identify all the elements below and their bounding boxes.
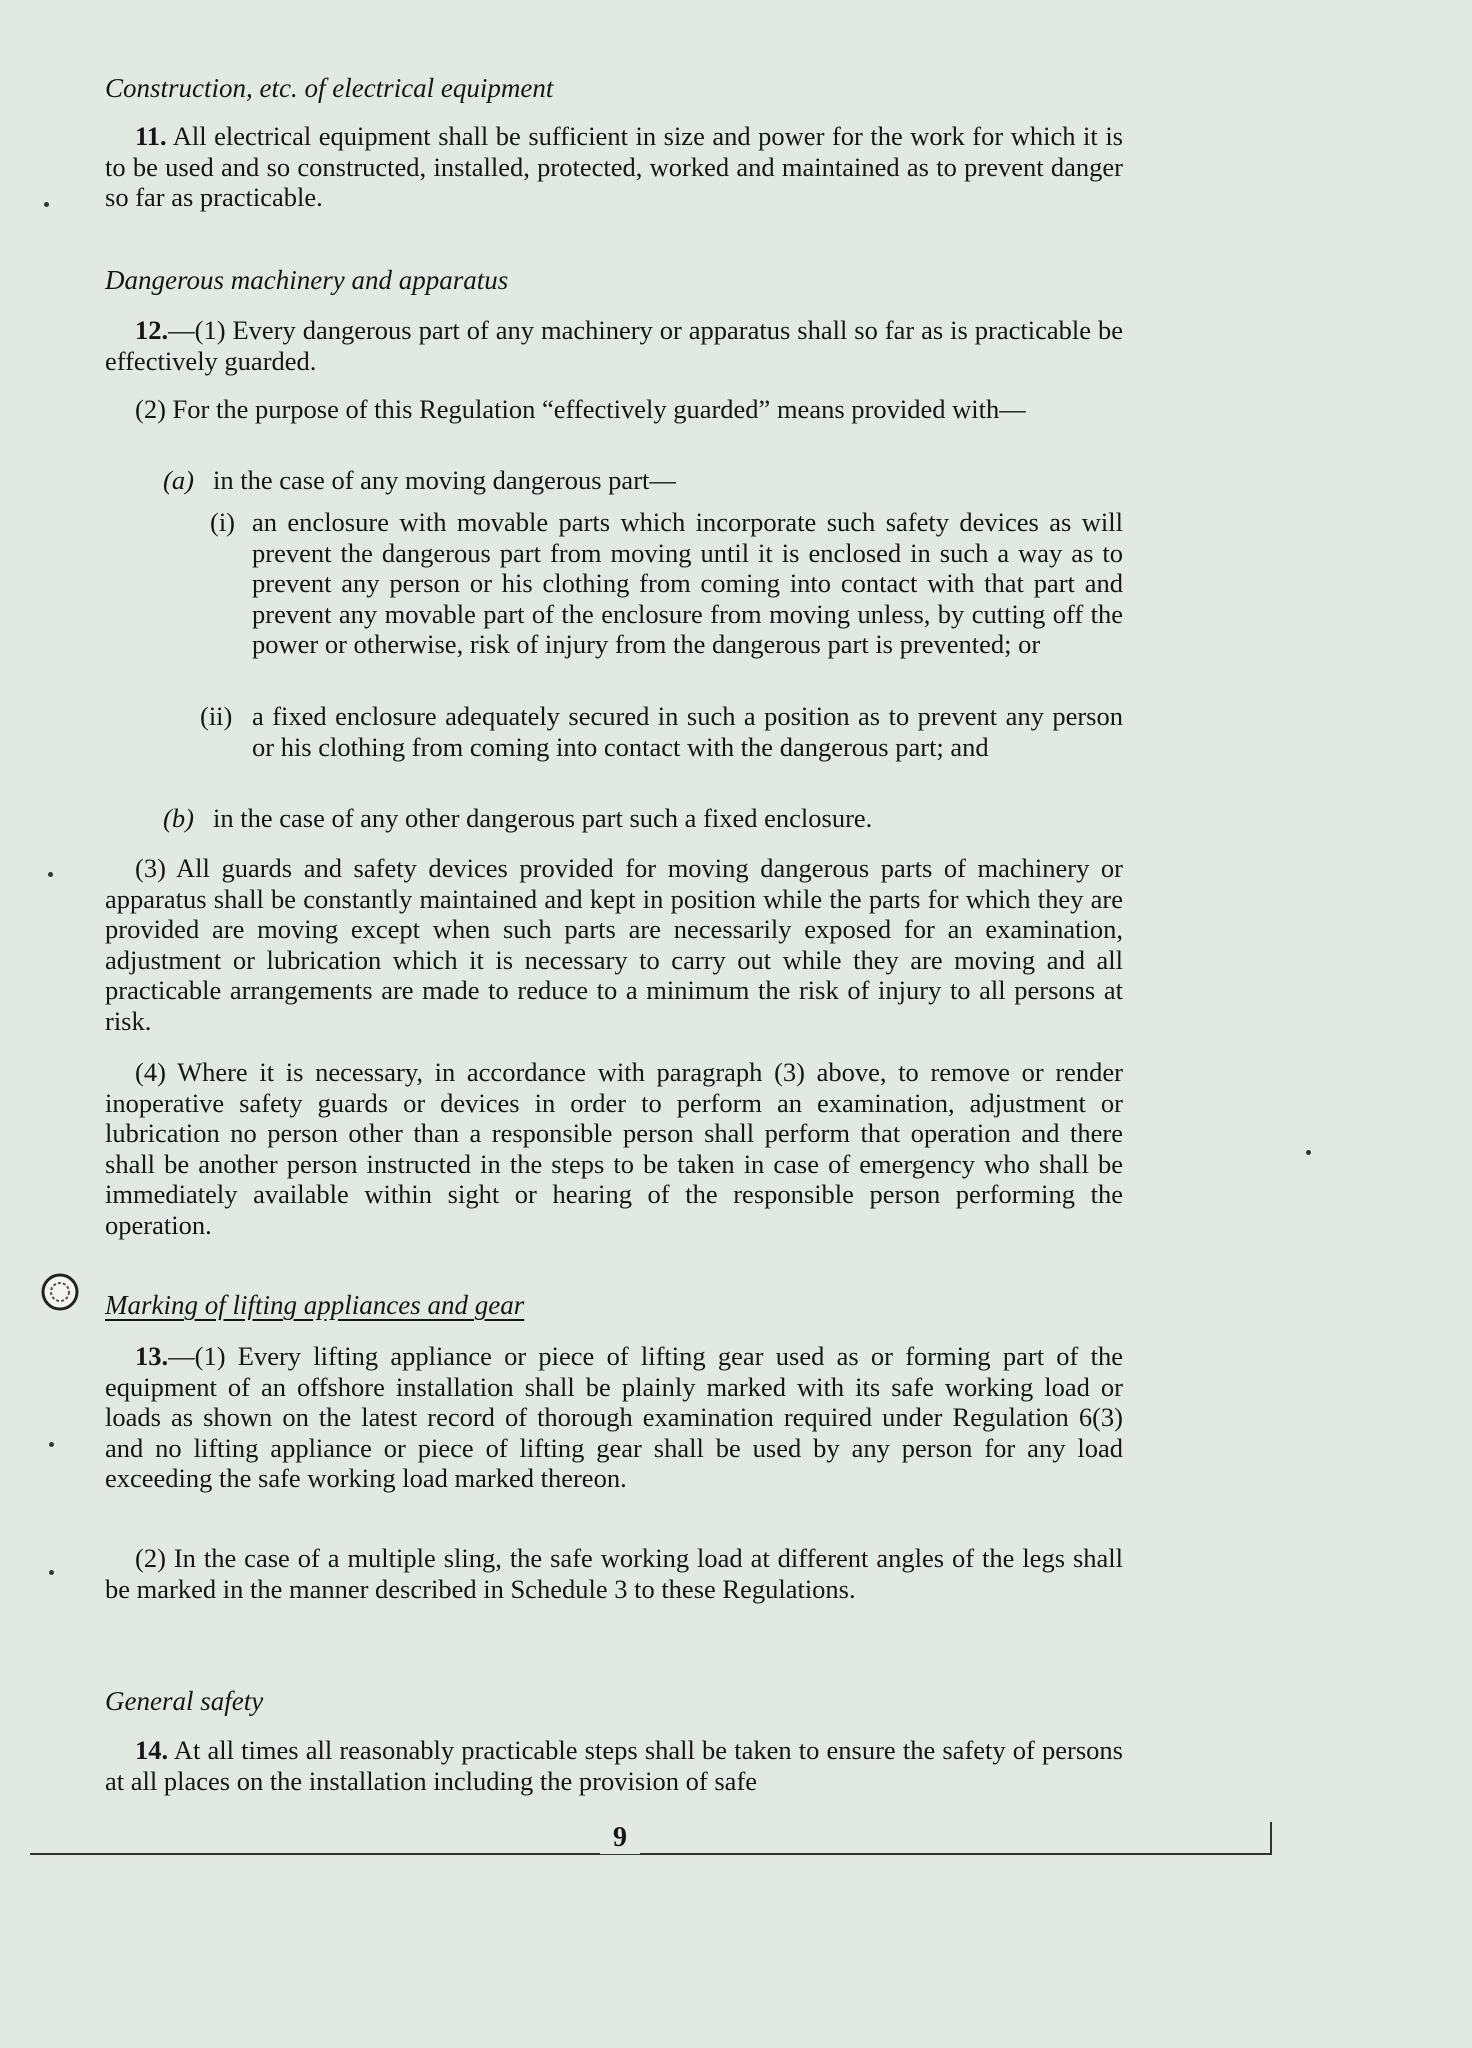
item-b-text: in the case of any other dangerous part such a fixed enclosure. [213, 803, 873, 833]
item-a-i-text: an enclosure with movable parts which incorporate such safety devices as will prevent the dangerous part from moving until it is enclosed in such a way as to prevent any person or his clothing from coming into contact with that part and prevent any movable part of the enclosure from moving unless, by cutting off the power or otherwise, risk of injury from the dangerous part is prevented; or [252, 507, 1123, 659]
section-14-number: 14. [135, 1735, 169, 1765]
scan-speck [44, 202, 49, 207]
section-12-para-1 [105, 315, 1123, 376]
section-13-heading: Marking of lifting appliances and gear [105, 1290, 525, 1320]
section-12-paragraph-4: (4) Where it is necessary, in accordance with paragraph (3) above, to remove or render inoperative safety guards or devices in order to perform an examination, adjustment or lubrication no person other than a responsible person shall perform that operation and there shall be another person instructed in the steps to be taken in case of emergency who shall be immediately available within sight or hearing of the responsible person performing the operation. [105, 1057, 1123, 1240]
item-a-text: in the case of any moving dangerous part— [213, 465, 676, 495]
punch-hole-icon [40, 1272, 80, 1312]
section-11-text: All electrical equipment shall be sufficient in size and power for the work for which it is to be used and so constructed, installed, protected, worked and maintained as to prevent danger so far as practicable. [105, 121, 1123, 212]
section-13-para-1 [105, 1341, 1123, 1494]
section-13-para-2 [105, 1543, 1123, 1604]
section-13-paragraph-2: (2) In the case of a multiple sling, the safe working load at different angles of the legs shall be marked in the manner described in Schedule 3 to these Regulations. [105, 1543, 1123, 1604]
section-11-body [105, 121, 1123, 213]
section-13-paragraph-1 [105, 1341, 1123, 1494]
section-12-paragraph-1 [105, 315, 1123, 376]
scan-speck [48, 872, 53, 877]
section-12-paragraph-2: (2) For the purpose of this Regulation “effectively guarded” means provided with— [135, 394, 1026, 424]
section-13-number: 13. [135, 1341, 169, 1371]
section-13-p1-text: —(1) Every lifting appliance or piece of lifting gear used as or forming part of the equipment of an offshore installation shall be plainly marked with its safe working load or loads as shown on the latest record of thorough examination required under Regulation 6(3) and no lifting appliance or piece of lifting gear shall be used by any person for any load exceeding the safe working load marked thereon. [105, 1341, 1123, 1493]
section-14-text: At all times all reasonably practicable steps shall be taken to ensure the safety of persons at all places on the installation including the provision of safe [105, 1735, 1123, 1796]
section-12-paragraph-3: (3) All guards and safety devices provided for moving dangerous parts of machinery or apparatus shall be constantly maintained and kept in position while the parts for which they are provided are moving except when such parts are necessarily exposed for an examination, adjustment or lubrication which it is necessary to carry out while they are moving and all practicable arrangements are made to reduce to a minimum the risk of injury to all persons at risk. [105, 853, 1123, 1036]
section-12-item-a-ii [200, 701, 1123, 762]
section-11-paragraph [105, 121, 1123, 213]
section-12-number: 12. [135, 315, 169, 345]
section-14-body [105, 1735, 1123, 1796]
section-12-p1-text: —(1) Every dangerous part of any machinery or apparatus shall so far as is practicable be effectively guarded. [105, 315, 1123, 376]
section-12-para-3 [105, 853, 1123, 1036]
item-b-label: (b) [163, 803, 194, 833]
item-a-label: (a) [163, 465, 194, 495]
item-a-ii-text: a fixed enclosure adequately secured in such a position as to prevent any person or his clothing from coming into contact with the dangerous part; and [252, 701, 1123, 762]
page-number: 9 [600, 1822, 640, 1854]
scan-speck [49, 1442, 54, 1447]
section-14-heading: General safety [105, 1686, 264, 1716]
footer-rule [30, 1853, 1272, 1855]
section-12-para-2 [105, 394, 1123, 425]
section-12-item-a-i [210, 507, 1123, 660]
item-a-ii-label: (ii) [200, 701, 233, 731]
section-12-item-a [163, 465, 1123, 496]
section-11-heading: Construction, etc. of electrical equipment [105, 73, 554, 103]
section-14-paragraph [105, 1735, 1123, 1796]
section-12-heading: Dangerous machinery and apparatus [105, 265, 509, 295]
section-12-para-4 [105, 1057, 1123, 1240]
section-12-heading-block [105, 264, 1123, 296]
section-11-number: 11. [135, 121, 167, 151]
footer-rule-end [1270, 1822, 1272, 1854]
section-11-heading-block [105, 72, 1123, 104]
section-12-item-b [163, 803, 1123, 834]
scan-speck [1306, 1150, 1311, 1155]
section-14-heading-block [105, 1685, 1123, 1717]
section-13-heading-block [105, 1289, 1123, 1321]
item-a-i-label: (i) [210, 507, 236, 537]
scan-speck [49, 1570, 54, 1575]
